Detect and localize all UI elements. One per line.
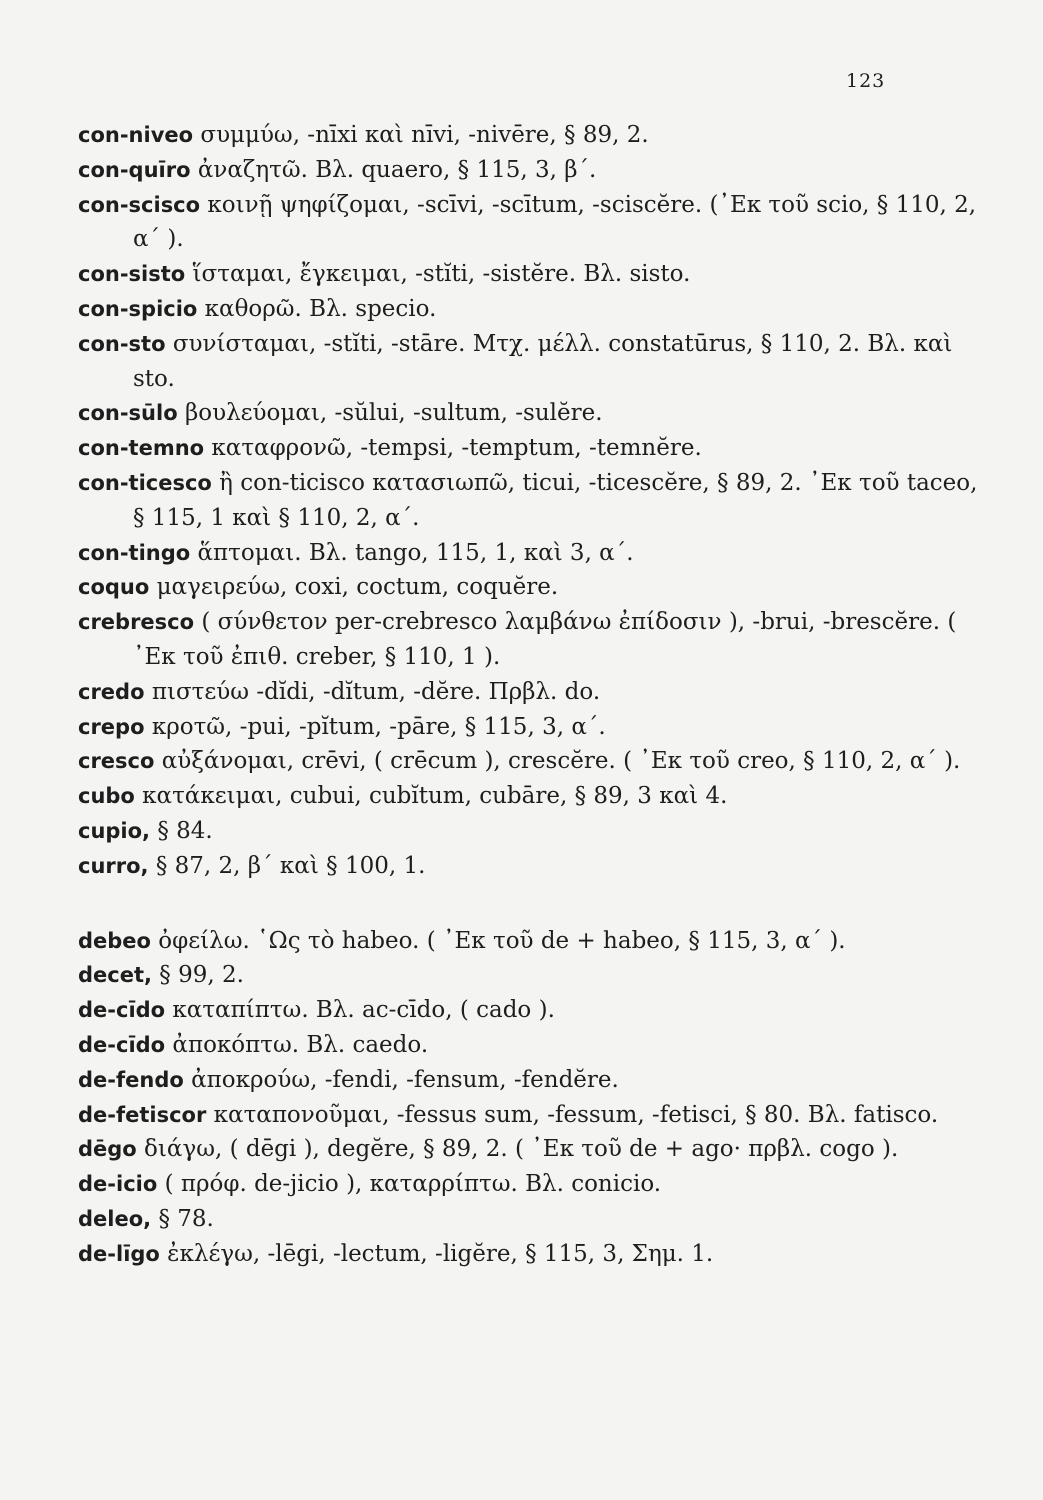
entry-definition: § 99, 2. <box>159 962 244 989</box>
entry-headword: cupio, <box>78 818 151 843</box>
entry-headword: con-sto <box>78 331 166 356</box>
dictionary-entry <box>78 779 978 814</box>
dictionary-entry <box>78 1202 978 1237</box>
dictionary-entry <box>78 814 978 849</box>
entry-definition: § 84. <box>157 817 213 844</box>
entry-definition: ἀποκόπτω. Βλ. caedo. <box>172 1031 429 1058</box>
dictionary-entry <box>78 466 978 536</box>
entry-headword: con-spicio <box>78 296 198 321</box>
dictionary-entry <box>78 605 978 675</box>
entry-definition: κοινῇ ψηφίζομαι, -scīvi, -scītum, -sciscĕre. (᾽Εκ τοῦ scio, § 110, 2, α΄ ). <box>133 191 977 253</box>
entry-headword: de-cīdo <box>78 998 166 1023</box>
entry-headword: dēgo <box>78 1137 137 1162</box>
entry-definition: αὐξάνομαι, crēvi, ( crēcum ), crescĕre. ( ᾽Εκ τοῦ creo, § 110, 2, α΄ ). <box>161 748 961 775</box>
entry-headword: de-fendo <box>78 1067 184 1092</box>
entry-headword: de-cīdo <box>78 1032 166 1057</box>
page-number: 123 <box>846 70 886 92</box>
dictionary-entry <box>78 1098 978 1133</box>
entry-headword: debeo <box>78 928 151 953</box>
dictionary-entry <box>78 958 978 993</box>
entry-definition: συμμύω, -nīxi καὶ nīvi, -nivēre, § 89, 2. <box>200 122 649 148</box>
entry-definition: πιστεύω -dĭdi, -dĭtum, -dĕre. Πρβλ. do. <box>151 678 601 705</box>
entries-list <box>78 118 978 1272</box>
dictionary-entry <box>78 536 978 571</box>
entry-headword: con-ticesco <box>78 470 212 495</box>
entry-definition: ἅπτομαι. Βλ. tango, 115, 1, καὶ 3, α΄. <box>197 539 634 566</box>
entry-headword: de-līgo <box>78 1241 160 1266</box>
entry-definition: ἢ con-ticisco κατασιωπῶ, ticui, -ticescĕre, § 89, 2. ᾽Εκ τοῦ taceo, § 115, 1 καὶ § 110, 2, α΄. <box>133 469 978 531</box>
entry-definition: συνίσταμαι, -stĭti, -stāre. Μτχ. μέλλ. constatūrus, § 110, 2. Βλ. καὶ sto. <box>133 330 953 392</box>
dictionary-entry <box>78 849 978 884</box>
entry-definition: βουλεύομαι, -sŭlui, -sultum, -sulĕre. <box>184 400 603 427</box>
entry-definition: καταπίπτω. Βλ. ac-cīdo, ( cado ). <box>172 997 555 1024</box>
entry-headword: crepo <box>78 714 145 739</box>
dictionary-entry <box>78 1063 978 1098</box>
entry-definition: ὀφείλω. ῾Ως τὸ habeo. ( ᾽Εκ τοῦ de + habeo, § 115, 3, α΄ ). <box>158 927 846 954</box>
entry-headword: con-sisto <box>78 262 186 287</box>
dictionary-entry <box>78 744 978 779</box>
entry-headword: cresco <box>78 749 155 774</box>
entry-definition: ἀποκρούω, -fendi, -fensum, -fendĕre. <box>191 1066 619 1093</box>
entry-headword: de-icio <box>78 1172 158 1197</box>
dictionary-entry <box>78 1132 978 1167</box>
entry-definition: § 78. <box>158 1205 214 1232</box>
dictionary-entry <box>78 924 978 959</box>
entry-definition: ἵσταμαι, ἔγκειμαι, -stĭti, -sistĕre. Βλ. sisto. <box>192 261 691 288</box>
entry-definition: ( πρόφ. de-jicio ), καταρρίπτω. Βλ. conicio. <box>164 1171 662 1198</box>
entry-definition: ἀναζητῶ. Βλ. quaero, § 115, 3, β΄. <box>197 156 597 183</box>
entry-headword: deleo, <box>78 1206 152 1231</box>
dictionary-entry <box>78 396 978 431</box>
dictionary-entry <box>78 1167 978 1202</box>
dictionary-entry <box>78 327 978 397</box>
entry-headword: crebresco <box>78 610 195 635</box>
dictionary-entry <box>78 118 978 153</box>
dictionary-entry <box>78 292 978 327</box>
dictionary-entry <box>78 1237 978 1272</box>
entry-headword: decet, <box>78 963 152 988</box>
dictionary-entry <box>78 570 978 605</box>
entry-headword: de-fetiscor <box>78 1102 207 1127</box>
entry-definition: κατάκειμαι, cubui, cubĭtum, cubāre, § 89, 3 καὶ 4. <box>142 783 728 810</box>
entry-definition: ἐκλέγω, -lēgi, -lectum, -ligĕre, § 115, 3, Σημ. 1. <box>167 1240 714 1267</box>
dictionary-entry <box>78 188 978 258</box>
dictionary-entry <box>78 675 978 710</box>
entries-section-de <box>78 924 978 1272</box>
section-gap <box>78 884 978 924</box>
entry-headword: con-tingo <box>78 540 191 565</box>
dictionary-entry <box>78 993 978 1028</box>
entry-definition: μαγειρεύω, coxi, coctum, coquĕre. <box>156 574 559 601</box>
dictionary-entry <box>78 431 978 466</box>
entry-headword: credo <box>78 679 145 704</box>
entry-headword: con-scisco <box>78 192 201 217</box>
dictionary-entry <box>78 1028 978 1063</box>
dictionary-entry <box>78 257 978 292</box>
dictionary-entry <box>78 710 978 745</box>
entry-headword: con-sūlo <box>78 401 178 426</box>
entry-definition: καθορῶ. Βλ. specio. <box>204 295 437 322</box>
dictionary-entry <box>78 153 978 188</box>
entry-headword: curro, <box>78 853 149 878</box>
entry-definition: § 87, 2, β΄ καὶ § 100, 1. <box>155 852 426 879</box>
entry-definition: διάγω, ( dēgi ), degĕre, § 89, 2. ( ᾽Εκ τοῦ de + ago· πρβλ. cogo ). <box>144 1136 899 1163</box>
entry-headword: con-temno <box>78 436 205 461</box>
entry-definition: καταπονοῦμαι, -fessus sum, -fessum, -fetisci, § 80. Βλ. fatisco. <box>213 1101 939 1128</box>
entry-definition: κροτῶ, -pui, -pĭtum, -pāre, § 115, 3, α΄. <box>151 713 606 740</box>
entry-headword: con-niveo <box>78 123 194 147</box>
entry-headword: cubo <box>78 784 135 809</box>
entry-definition: καταφρονῶ, -tempsi, -temptum, -temnĕre. <box>211 435 702 462</box>
entry-headword: con-quīro <box>78 157 191 182</box>
entry-headword: coquo <box>78 575 150 600</box>
entry-definition: ( σύνθετον per-crebresco λαμβάνω ἐπίδοσιν ), -brui, -brescĕre. ( ᾽Εκ τοῦ ἐπιθ. creber, § 110, 1 ). <box>133 609 957 670</box>
entries-section-con-cur <box>78 118 978 884</box>
